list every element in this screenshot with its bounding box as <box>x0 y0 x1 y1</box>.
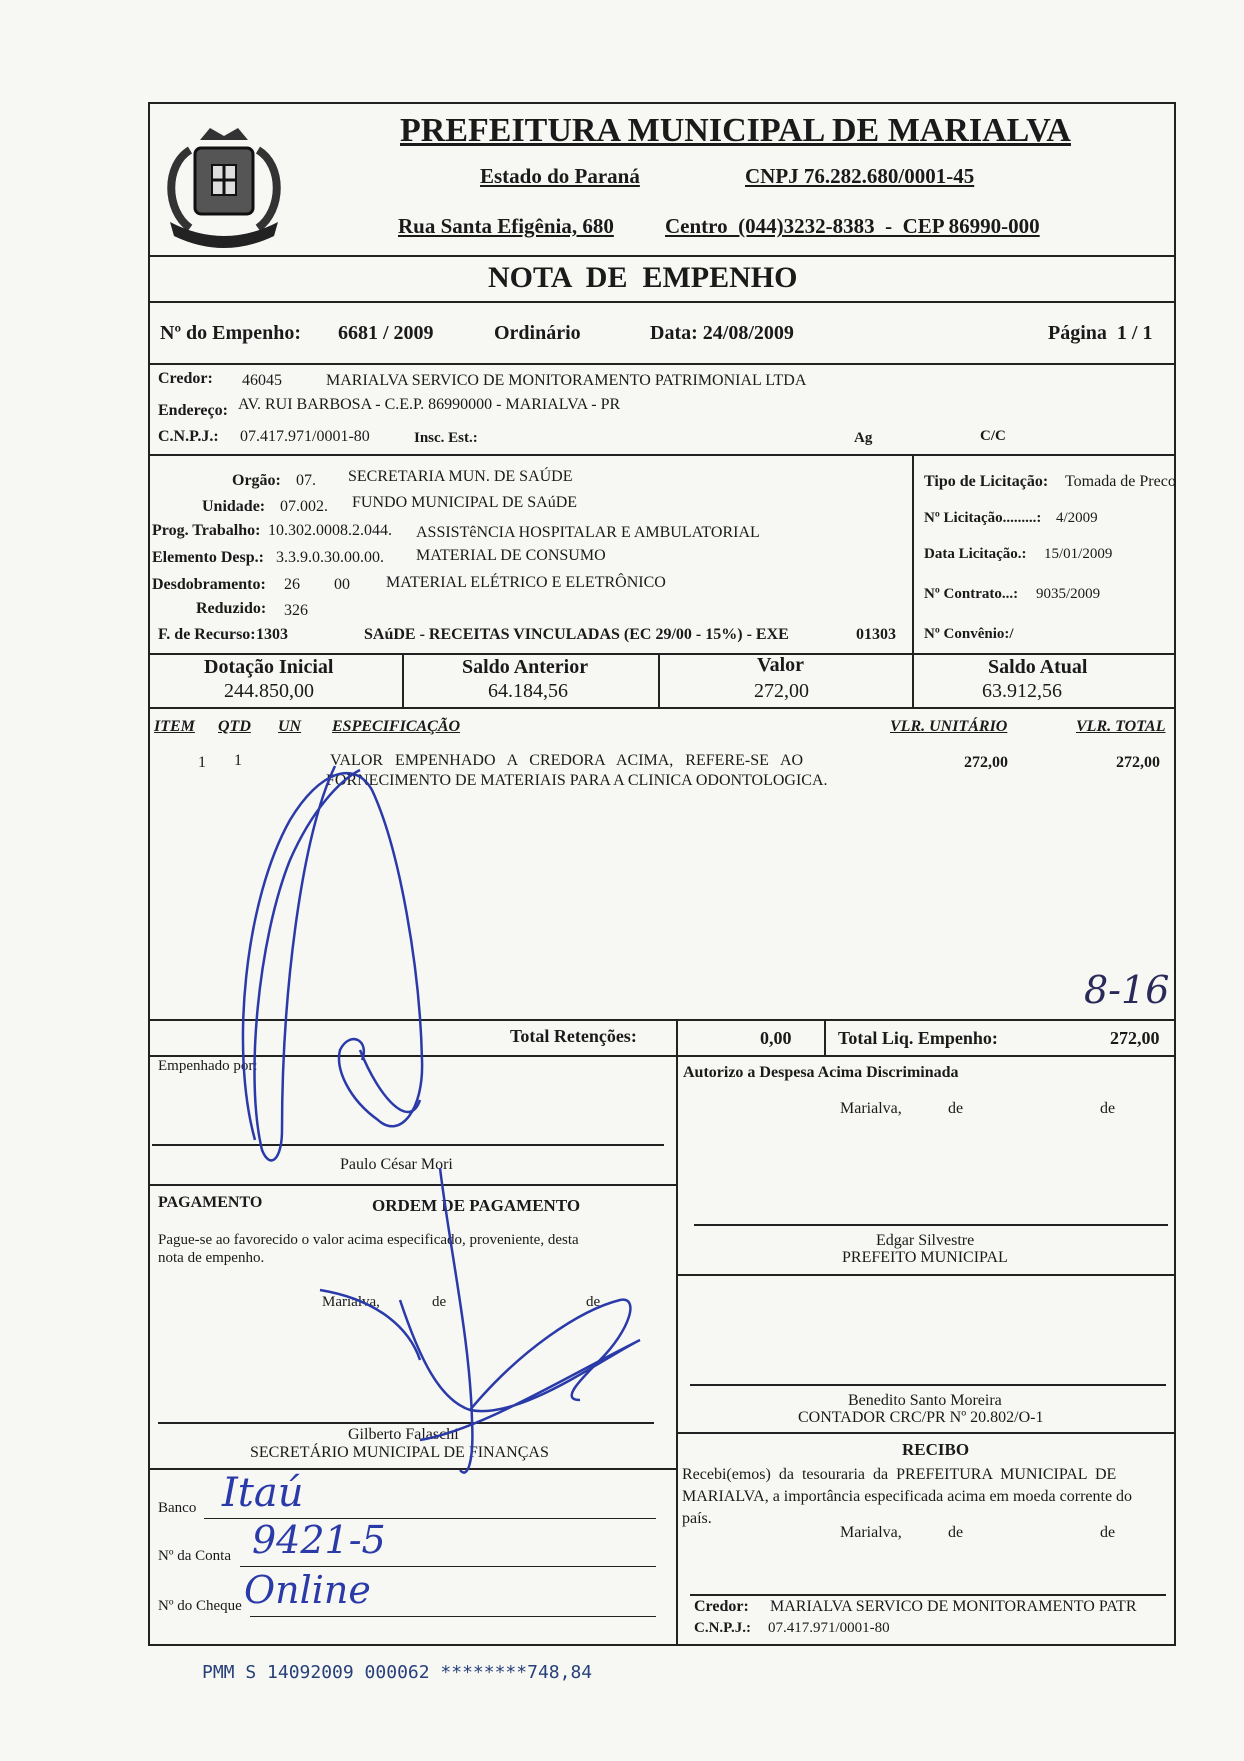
secretary-title: SECRETÁRIO MUNICIPAL DE FINANÇAS <box>250 1444 549 1461</box>
pagamento-de1: de <box>432 1294 447 1310</box>
ag-label: Ag <box>854 430 873 446</box>
licitacao-tipo-label: Tipo de Licitação: <box>924 473 1049 490</box>
total-liq-value: 272,00 <box>1110 1028 1160 1048</box>
empenho-number: 6681 / 2009 <box>338 322 434 344</box>
col-un: UN <box>278 718 302 735</box>
desd-label: Desdobramento: <box>152 576 266 593</box>
contrato-number: 9035/2009 <box>1036 586 1101 602</box>
credor-cnpj: 07.417.971/0001-80 <box>240 428 370 445</box>
insc-label: Insc. Est.: <box>414 430 478 446</box>
contrato-label: Nº Contrato...: <box>924 586 1019 602</box>
mayor-name: Edgar Silvestre <box>876 1232 975 1249</box>
autorizo-city: Marialva, <box>840 1100 902 1117</box>
saldo-anterior-label: Saldo Anterior <box>462 656 589 678</box>
recibo-credor-name: MARIALVA SERVICO DE MONITORAMENTO PATR <box>770 1598 1137 1615</box>
credor-address: AV. RUI BARBOSA - C.E.P. 86990000 - MARIALVA - PR <box>238 396 621 413</box>
credor-cnpj-label: C.N.P.J.: <box>158 428 219 445</box>
conta-handwritten: 9421-5 <box>252 1518 386 1562</box>
item-qtd: 1 <box>234 752 242 769</box>
orgao-label: Orgão: <box>232 472 281 489</box>
empenho-date: Data: 24/08/2009 <box>650 322 794 344</box>
cheque-handwritten: Online <box>244 1568 371 1612</box>
mayor-title: PREFEITO MUNICIPAL <box>842 1249 1008 1266</box>
handwritten-note: 8-16 <box>1084 968 1170 1012</box>
prog-name: ASSISTêNCIA HOSPITALAR E AMBULATORIAL <box>416 524 760 541</box>
elem-label: Elemento Desp.: <box>152 549 264 566</box>
reduzido-code: 326 <box>284 602 308 619</box>
coat-of-arms-icon <box>150 110 298 258</box>
orgao-name: SECRETARIA MUN. DE SAÚDE <box>348 468 573 485</box>
valor-label: Valor <box>757 654 805 676</box>
recurso-num: 01303 <box>856 626 896 643</box>
empenhado-name: Paulo César Mori <box>340 1156 453 1173</box>
autorizo-label: Autorizo a Despesa Acima Discriminada <box>683 1064 959 1081</box>
item-spec-line2: FORNECIMENTO DE MATERIAIS PARA A CLINICA ODONTOLOGICA. <box>326 772 828 789</box>
pagamento-text-line1: Pague-se ao favorecido o valor acima especificado, proveniente, desta <box>158 1232 579 1248</box>
accountant-name: Benedito Santo Moreira <box>848 1392 1002 1409</box>
licitacao-num-label: Nº Licitação.........: <box>924 510 1042 526</box>
reduzido-label: Reduzido: <box>196 600 267 617</box>
unidade-code: 07.002. <box>280 498 328 515</box>
desd-sub: 00 <box>334 576 350 593</box>
state-label: Estado do Paraná <box>480 164 640 188</box>
elem-name: MATERIAL DE CONSUMO <box>416 547 606 564</box>
item-vlr-total: 272,00 <box>1116 754 1160 771</box>
recibo-cnpj-label: C.N.P.J.: <box>694 1620 751 1636</box>
page-title: PREFEITURA MUNICIPAL DE MARIALVA <box>400 112 1071 149</box>
autorizo-de2: de <box>1100 1100 1116 1117</box>
col-especificacao: ESPECIFICAÇÃO <box>332 718 461 735</box>
col-item: ITEM <box>154 718 195 735</box>
dotacao-value: 244.850,00 <box>224 680 314 702</box>
credor-code: 46045 <box>242 372 282 389</box>
desd-name: MATERIAL ELÉTRICO E ELETRÔNICO <box>386 574 666 591</box>
item-spec-line1: VALOR EMPENHADO A CREDORA ACIMA, REFERE-SE AO <box>330 752 804 769</box>
valor-value: 272,00 <box>754 680 809 702</box>
payment-stamp: PMM S 14092009 000062 ********748,84 <box>202 1662 593 1683</box>
page-number: Página 1 / 1 <box>1048 322 1153 344</box>
col-qtd: QTD <box>218 718 251 735</box>
cc-label: C/C <box>980 428 1006 444</box>
total-retencoes-value: 0,00 <box>760 1028 792 1048</box>
orgao-code: 07. <box>296 472 316 489</box>
licitacao-num: 4/2009 <box>1056 510 1098 526</box>
pagamento-city: Marialva, <box>322 1294 380 1310</box>
secretary-name: Gilberto Falaschi <box>348 1426 459 1443</box>
prog-code: 10.302.0008.2.044. <box>268 522 392 539</box>
recurso-label: F. de Recurso: <box>158 626 256 643</box>
recurso-name: SAúDE - RECEITAS VINCULADAS (EC 29/00 - 15%) - EXE <box>364 626 789 643</box>
saldo-atual-value: 63.912,56 <box>982 680 1062 702</box>
banco-label: Banco <box>158 1500 197 1516</box>
credor-name: MARIALVA SERVICO DE MONITORAMENTO PATRIMONIAL LTDA <box>326 372 807 389</box>
recibo-credor-label: Credor: <box>694 1598 749 1615</box>
saldo-atual-label: Saldo Atual <box>988 656 1088 678</box>
licitacao-tipo: Tomada de Preco <box>1065 473 1176 490</box>
total-liq-label: Total Liq. Empenho: <box>838 1028 998 1048</box>
unidade-label: Unidade: <box>202 498 266 515</box>
conta-label: Nº da Conta <box>158 1548 231 1564</box>
empenho-type: Ordinário <box>494 322 581 344</box>
total-retencoes-label: Total Retenções: <box>510 1026 637 1046</box>
dotacao-label: Dotação Inicial <box>204 656 334 678</box>
pagamento-de2: de <box>586 1294 601 1310</box>
recibo-text-line3: país. <box>682 1510 712 1527</box>
recibo-de1: de <box>948 1524 964 1541</box>
desd-code: 26 <box>284 576 300 593</box>
recibo-de2: de <box>1100 1524 1116 1541</box>
recibo-text-line1: Recebi(emos) da tesouraria da PREFEITURA MUNICIPAL DE <box>682 1466 1117 1483</box>
ordem-pagamento-label: ORDEM DE PAGAMENTO <box>372 1196 581 1215</box>
convenio-label: Nº Convênio:/ <box>924 626 1014 642</box>
item-number: 1 <box>198 754 206 771</box>
col-vlr-unitario: VLR. UNITÁRIO <box>890 718 1008 735</box>
cheque-label: Nº do Cheque <box>158 1598 242 1614</box>
pagamento-label: PAGAMENTO <box>158 1194 263 1211</box>
licitacao-data-label: Data Licitação.: <box>924 546 1027 562</box>
elem-code: 3.3.9.0.30.00.00. <box>276 549 384 566</box>
prog-label: Prog. Trabalho: <box>152 522 261 539</box>
credor-label: Credor: <box>158 370 213 387</box>
recibo-city: Marialva, <box>840 1524 902 1541</box>
empenho-number-label: Nº do Empenho: <box>160 322 302 344</box>
col-vlr-total: VLR. TOTAL <box>1076 718 1166 735</box>
recibo-cnpj: 07.417.971/0001-80 <box>768 1620 890 1636</box>
pagamento-text-line2: nota de empenho. <box>158 1250 265 1266</box>
cnpj-label: CNPJ 76.282.680/0001-45 <box>745 164 975 188</box>
recurso-code: 1303 <box>256 626 288 643</box>
recibo-text-line2: MARIALVA, a importância especificada acima em moeda corrente do <box>682 1488 1133 1505</box>
empenhado-label: Empenhado por: <box>158 1058 258 1074</box>
address-label: Endereço: <box>158 402 228 419</box>
recibo-title: RECIBO <box>902 1440 970 1459</box>
banco-handwritten: Itaú <box>222 1470 304 1516</box>
accountant-title: CONTADOR CRC/PR Nº 20.802/O-1 <box>798 1409 1044 1426</box>
saldo-anterior-value: 64.184,56 <box>488 680 568 702</box>
document-title: NOTA DE EMPENHO <box>488 261 798 294</box>
unidade-name: FUNDO MUNICIPAL DE SAúDE <box>352 494 578 511</box>
address-rest: Centro (044)3232-8383 - CEP 86990-000 <box>665 214 1040 238</box>
address-street: Rua Santa Efigênia, 680 <box>398 214 614 238</box>
item-vlr-unitario: 272,00 <box>964 754 1008 771</box>
autorizo-de1: de <box>948 1100 964 1117</box>
licitacao-data: 15/01/2009 <box>1044 546 1113 562</box>
